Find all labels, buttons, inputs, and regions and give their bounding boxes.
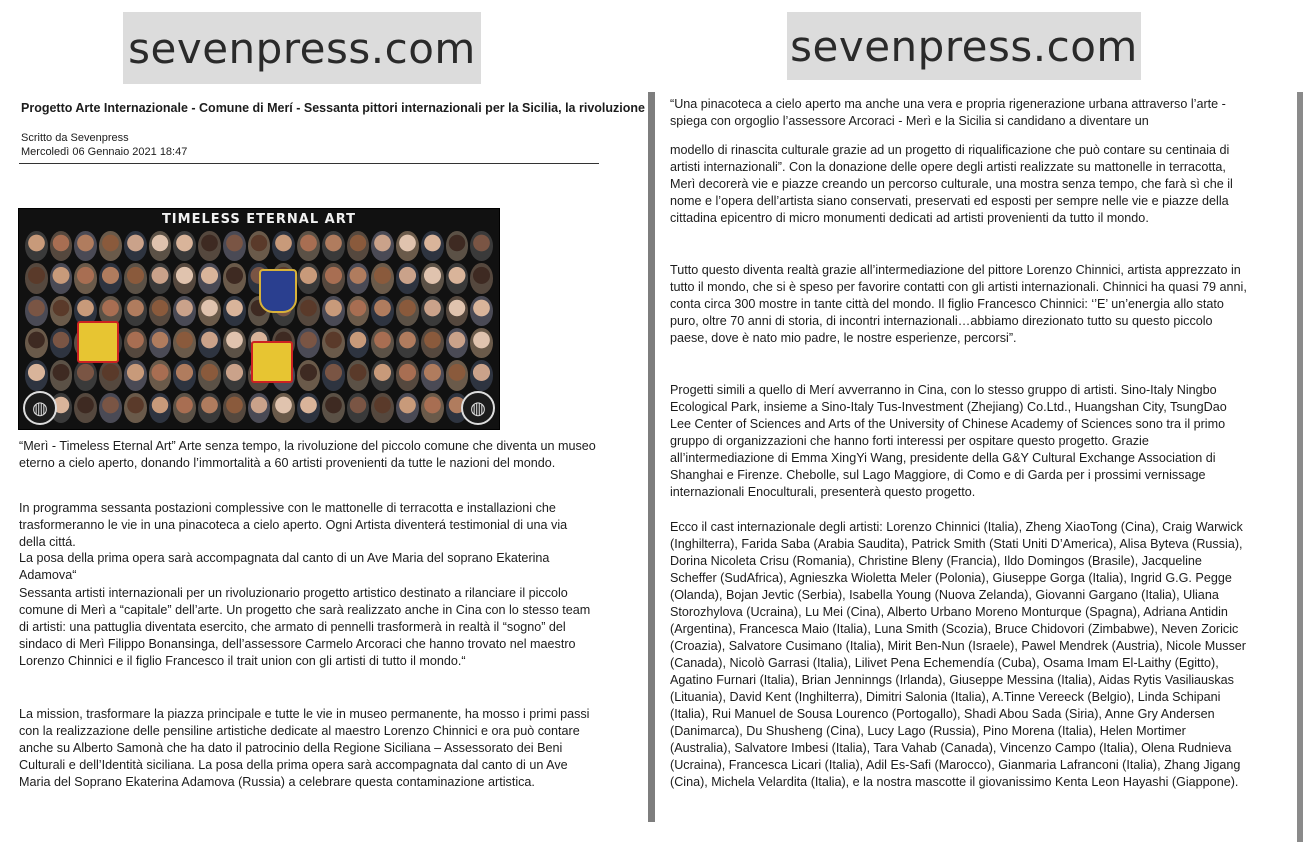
- portrait-thumbnail: [198, 360, 221, 390]
- portrait-thumbnail: [173, 263, 196, 293]
- portrait-thumbnail: [223, 328, 246, 358]
- portrait-thumbnail: [470, 296, 493, 326]
- portrait-thumbnail: [446, 296, 469, 326]
- portrait-thumbnail: [322, 328, 345, 358]
- portrait-thumbnail: [25, 296, 48, 326]
- portrait-thumbnail: [149, 393, 172, 423]
- portrait-thumbnail: [124, 393, 147, 423]
- portrait-thumbnail: [446, 360, 469, 390]
- portrait-thumbnail: [322, 296, 345, 326]
- portrait-thumbnail: [371, 328, 394, 358]
- portrait-thumbnail: [297, 393, 320, 423]
- portrait-thumbnail: [99, 360, 122, 390]
- portrait-thumbnail: [396, 231, 419, 261]
- portrait-thumbnail: [25, 231, 48, 261]
- portrait-thumbnail: [347, 263, 370, 293]
- portrait-thumbnail: [149, 296, 172, 326]
- portrait-thumbnail: [396, 328, 419, 358]
- portrait-thumbnail: [173, 393, 196, 423]
- portrait-thumbnail: [124, 231, 147, 261]
- portrait-thumbnail: [371, 231, 394, 261]
- portrait-thumbnail: [347, 360, 370, 390]
- portrait-thumbnail: [248, 393, 271, 423]
- column-divider: [648, 92, 655, 822]
- paragraph: Ecco il cast internazionale degli artisti: Lorenzo Chinnici (Italia), Zheng XiaoTong (Cina), Craig Warwick (Inghilterra), Farida Saba (Arabia Saudita), Patrick Smith (Stati Uniti D’America), Alisa Byteva (Russia), Dorina Nicoleta Crisu (Romania), Christine Bleny (Francia), Ildo Domingos (Brasile), Jacqueline Scheffer (SudAfrica), Agnieszka Wioletta Meler (Polonia), Giuseppe Gorga (Italia), Ingrid G.G. Pegge (Olanda), Bojan Jevtic (Serbia), Isabella Young (Nuova Zelanda), Giovanni Gargano (Italia), Uliana Storozhylova (Ucraina), Lu Mei (Cina), Alberto Urbano Moreno Monturque (Spagna), Adriana Antidin (Argentina), Francesca Maio (Italia), Luna Smith (Scozia), Bruce Chidovori (Zimbabwe), Neven Zoricic (Croazia), Salvatore Cusimano (Italia), Mirit Ben-Nun (Israele), Pawel Mendrek (Austria), Nicole Musser (Canada), Nicolò Garrasi (Italia), Lilivet Pena Echemendía (Cuba), Osama Imam El-Laithy (Egitto), Agatino Furnari (Italia), Brian Jenninngs (Irlanda), Giuseppe Messina (Italia), Aidas Rytis Vasiliauskas (Lituania), David Kent (Inghilterra), Dimitri Salonia (Italia), A.Tinne Vereeck (Belgio), Linda Schipani (Italia), Rui Manuel de Sousa Lourenco (Portogallo), Shadi Abou Sada (Siria), Anne Gry Andersen (Danimarca), Du Shusheng (Cina), Lucy Lago (Russia), Pino Morena (Italia), Helen Mortimer (Australia), Salvatore Imbesi (Italia), Tara Vahab (Canada), Vincenzo Campo (Italia), Olena Rudnieva (Ucraina), Francesca Licari (Italia), Adil Es-Safi (Marocco), Gianmaria Lafranconi (Italia), Zhang Jigang (Cina), Michela Velardita (Italia), e la nostra mascotte il giovanissimo Kenta Leon Hayashi (Giappone).: [670, 520, 1246, 789]
- portrait-thumbnail: [322, 263, 345, 293]
- portrait-thumbnail: [297, 263, 320, 293]
- portrait-thumbnail: [25, 360, 48, 390]
- portrait-thumbnail: [198, 263, 221, 293]
- portrait-thumbnail: [74, 231, 97, 261]
- sevenpress-logo-right: sevenpress.com: [787, 12, 1141, 80]
- author-line: Scritto da Sevenpress: [21, 132, 129, 144]
- portrait-thumbnail: [396, 263, 419, 293]
- portrait-thumbnail: [173, 328, 196, 358]
- sevenpress-logo-left: sevenpress.com: [123, 12, 481, 84]
- portrait-thumbnail: [124, 263, 147, 293]
- portrait-thumbnail: [272, 231, 295, 261]
- coat-of-arms: [259, 269, 297, 313]
- article-title: Progetto Arte Internazionale - Comune di Merí - Sessanta pittori internazionali per la Sicilia, la rivoluzione: [21, 101, 645, 115]
- portrait-thumbnail: [74, 360, 97, 390]
- portrait-thumbnail: [470, 231, 493, 261]
- paragraph: In programma sessanta postazioni complessive con le mattonelle di terracotta e installazioni che trasformeranno le vie in una pinacoteca a cielo aperto. Ogni Artista diventerá testimonial di una via della cittá.: [19, 501, 568, 549]
- portrait-thumbnail: [470, 263, 493, 293]
- portrait-thumbnail: [50, 296, 73, 326]
- portrait-thumbnail: [322, 393, 345, 423]
- portrait-thumbnail: [371, 360, 394, 390]
- image-title: TIMELESS ETERNAL ART: [161, 212, 357, 227]
- portrait-thumbnail: [396, 296, 419, 326]
- portrait-thumbnail: [149, 328, 172, 358]
- portrait-thumbnail: [124, 328, 147, 358]
- portrait-thumbnail: [50, 263, 73, 293]
- portrait-thumbnail: [421, 393, 444, 423]
- paragraph: La posa della prima opera sarà accompagnata dal canto di un Ave Maria del soprano Ekaterina Adamova“: [19, 551, 550, 582]
- portrait-thumbnail: [198, 393, 221, 423]
- portrait-thumbnail: [297, 296, 320, 326]
- portrait-thumbnail: [25, 328, 48, 358]
- portrait-thumbnail: [347, 296, 370, 326]
- portrait-thumbnail: [371, 393, 394, 423]
- portrait-thumbnail: [396, 360, 419, 390]
- portrait-thumbnail: [347, 231, 370, 261]
- portrait-thumbnail: [470, 328, 493, 358]
- portrait-thumbnail: [198, 296, 221, 326]
- portrait-thumbnail: [173, 296, 196, 326]
- portrait-thumbnail: [74, 393, 97, 423]
- portrait-thumbnail: [322, 360, 345, 390]
- globe-icon: ◍: [461, 391, 495, 425]
- portrait-thumbnail: [74, 263, 97, 293]
- paragraph: Sessanta artisti internazionali per un rivoluzionario progetto artistico destinato a rilanciare il piccolo comune di Merì a “capitale” dell’arte. Un progetto che sarà realizzato anche in Cina con lo stesso team di artisti: una pattuglia diventata esercito, che armato di pennelli trasformerà in realtà il “sogno” del sindaco di Merì Filippo Bonansinga, dell’assessore Carmelo Arcoraci che hanno trovato nel maestro Lorenzo Chinnici e il figlio Francesco il trait union con gli artisti di tutto il mondo.“: [19, 586, 591, 668]
- portrait-thumbnail: [297, 231, 320, 261]
- portrait-thumbnail: [371, 296, 394, 326]
- portrait-thumbnail: [124, 296, 147, 326]
- portrait-thumbnail: [25, 263, 48, 293]
- portrait-thumbnail: [421, 360, 444, 390]
- portrait-thumbnail: [173, 360, 196, 390]
- globe-icon: ◍: [23, 391, 57, 425]
- portrait-thumbnail: [421, 296, 444, 326]
- portrait-thumbnail: [347, 328, 370, 358]
- portrait-thumbnail: [99, 263, 122, 293]
- portrait-thumbnail: [149, 360, 172, 390]
- portrait-thumbnail: [124, 360, 147, 390]
- paragraph: La mission, trasformare la piazza principale e tutte le vie in museo permanente, ha mosso i primi passi con la realizzazione delle pensiline artistiche dedicate al maestro Lorenzo Chinnici e ora può contare anche su Alberto Samonà che ha dato il patrocinio della Regione Siciliana – Assessorato dei Beni Culturali e dell’Identità siciliana. La posa della prima opera sarà accompagnata dal canto di un Ave Maria del Soprano Ekaterina Adamova (Russia) a celebrare questa contaminazione artistica.: [19, 707, 590, 789]
- header-rule: [19, 163, 599, 164]
- trinacria-flag-left: [77, 321, 119, 363]
- portrait-thumbnail: [99, 231, 122, 261]
- portrait-thumbnail: [223, 360, 246, 390]
- portrait-thumbnail: [149, 263, 172, 293]
- portrait-thumbnail: [470, 360, 493, 390]
- portrait-thumbnail: [421, 328, 444, 358]
- portrait-thumbnail: [272, 393, 295, 423]
- portrait-thumbnail: [248, 231, 271, 261]
- portrait-thumbnail: [223, 296, 246, 326]
- article-image: [18, 208, 500, 430]
- trinacria-flag-center: [251, 341, 293, 383]
- paragraph: Tutto questo diventa realtà grazie all’intermediazione del pittore Lorenzo Chinnici, artista apprezzato in tutto il mondo, che si è speso per favorire contatti con gli artisti internazionali. Chinnici ha quasi 79 anni, conta circa 300 mostre in tante città del mondo. Il figlio Francesco Chinnici: ‘’E’ un’energia allo stato puro, oltre 70 anni di storia, di incontri internazionali…abbiamo direzionato tutto su questo piccolo paese, dove è nato mio padre, le nostre esperienze, percorsi”.: [670, 263, 1247, 345]
- portrait-thumbnail: [396, 393, 419, 423]
- portrait-thumbnail: [371, 263, 394, 293]
- portrait-thumbnail: [322, 231, 345, 261]
- portrait-thumbnail: [223, 393, 246, 423]
- portrait-thumbnail: [99, 393, 122, 423]
- portrait-thumbnail: [198, 231, 221, 261]
- portrait-thumbnail: [446, 328, 469, 358]
- page-edge-bar: [1297, 92, 1303, 842]
- portrait-thumbnail: [297, 328, 320, 358]
- date-line: Mercoledì 06 Gennaio 2021 18:47: [21, 146, 188, 158]
- portrait-thumbnail: [446, 231, 469, 261]
- portrait-thumbnail: [347, 393, 370, 423]
- paragraph: “Merì - Timeless Eternal Art” Arte senza tempo, la rivoluzione del piccolo comune che diventa un museo eterno a cielo aperto, donando l’immortalità a 60 artisti provenienti da tutte le nazioni del mondo.: [19, 439, 596, 470]
- portrait-thumbnail: [297, 360, 320, 390]
- portrait-thumbnail: [50, 231, 73, 261]
- portrait-thumbnail: [50, 360, 73, 390]
- paragraph: “Una pinacoteca a cielo aperto ma anche una vera e propria rigenerazione urbana attraverso l’arte - spiega con orgoglio l’assessore Arcoraci - Merì e la Sicilia si candidano a diventare un: [670, 97, 1226, 128]
- portrait-thumbnail: [173, 231, 196, 261]
- byline: [21, 131, 187, 159]
- paragraph: modello di rinascita culturale grazie ad un progetto di riqualificazione che può contare su centinaia di artisti internazionali”. Con la donazione delle opere degli artisti realizzate su mattonelle in terracotta, Merì decorerà vie e piazze creando un percorso culturale, una mostra senza tempo, che farà sì che il nome e l’opera dell’artista siano conservati, preservati ed esposti per sempre nelle vie e piazze della cittadina epicentro di micro monumenti dedicati ad artisti provenienti da tutto il mondo.: [670, 143, 1233, 225]
- portrait-thumbnail: [198, 328, 221, 358]
- portrait-thumbnail: [223, 263, 246, 293]
- portrait-thumbnail: [149, 231, 172, 261]
- portrait-thumbnail: [446, 263, 469, 293]
- paragraph: Progetti simili a quello di Merí avverranno in Cina, con lo stesso gruppo di artisti. Sino-Italy Ningbo Ecological Park, insieme a Sino-Italy Tus-Investment (Zhejiang) Co.Ltd., Huangshan City, TsungDao Lee Center of Sciences and Arts of the University of Chinese Academy of Sciences sono tra il primo gruppo di organizzazioni che hanno forti interessi per ospitare questo progetto. Grazie all’intermediazione di Emma XingYi Wang, presidente della G&Y Cultural Exchange Association di Shanghai e Firenze. Chebolle, sul Lago Maggiore, di Como e di Garda per i prossimi vernissage internazionali Enoculturali, presenterà questo progetto.: [670, 383, 1227, 499]
- portrait-thumbnail: [421, 263, 444, 293]
- portrait-thumbnail: [421, 231, 444, 261]
- portrait-thumbnail: [50, 328, 73, 358]
- portrait-thumbnail: [223, 231, 246, 261]
